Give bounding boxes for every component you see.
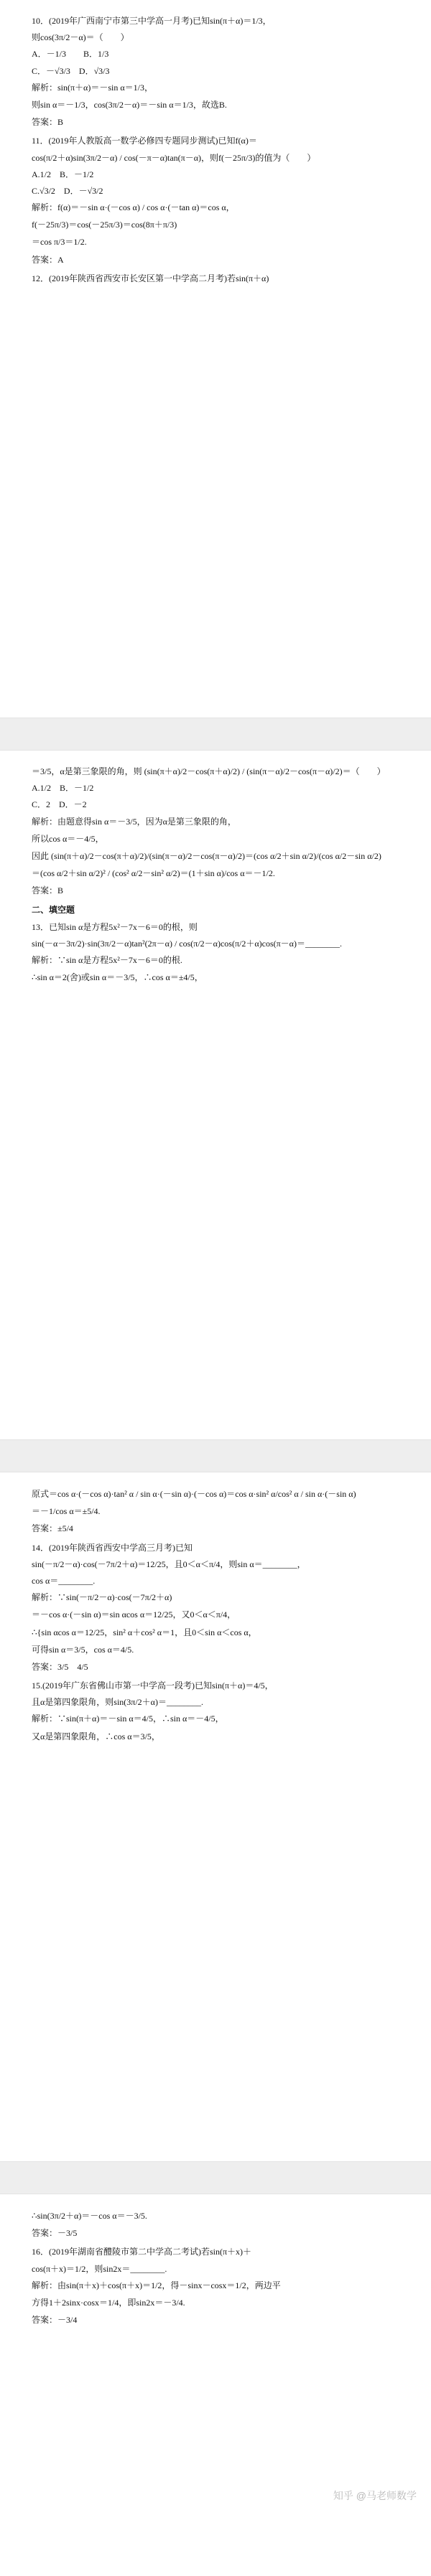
question-12-analysis-3: 因此 (sin(π＋α)/2－cos(π＋α)/2)/(sin(π－α)/2－cos(π－α)/2)＝(cos α/2＋sin α/2)/(cos α/2－sin α/2) xyxy=(32,850,381,861)
question-13-analysis-2: ∴sin α＝2(舍)或sin α＝－3/5，∴cos α＝±4/5， xyxy=(32,972,203,983)
question-10-analysis-1: 解析：sin(π＋α)＝－sin α＝1/3， xyxy=(32,82,153,93)
page-separator xyxy=(0,1439,431,1472)
question-12-analysis-4: ＝(cos α/2＋sin α/2)² / (cos² α/2－sin² α/2)＝(1＋sin α)/cos α＝－1/2. xyxy=(32,868,275,879)
question-14-analysis-2: ＝－cos α·(－sin α)＝sin αcos α＝12/25，又0＜α＜π/4， xyxy=(32,1609,236,1620)
question-14-analysis-4: 可得sin α＝3/5，cos α＝4/5. xyxy=(32,1644,134,1655)
page-4 xyxy=(0,2194,431,2514)
question-12-stem-cont: ＝3/5，α是第三象限的角，则 (sin(π＋α)/2－cos(π＋α)/2) / (sin(π－α)/2－cos(π－α)/2)＝（ ） xyxy=(32,766,386,776)
question-12-analysis-1: 解析：由题意得sin α＝－3/5，因为α是第三象限的角， xyxy=(32,816,236,827)
question-12-options-ab: A.1/2 B．－1/2 xyxy=(32,783,94,794)
page-separator xyxy=(0,2161,431,2194)
page-1 xyxy=(0,0,431,718)
question-13-analysis-3: 原式＝cos α·(－cos α)·tan² α / sin α·(－sin α)·(－cos α)＝cos α·sin² α/cos² α / sin α·(－sin α) xyxy=(32,1489,356,1499)
page-separator xyxy=(0,718,431,751)
question-15-analysis-1: 解析：∵sin(π＋α)＝－sin α＝4/5，∴sin α＝－4/5， xyxy=(32,1714,224,1724)
question-15-answer: 答案：－3/5 xyxy=(32,2228,78,2239)
question-12-stem-start: 12．(2019年陕西省西安市长安区第一中学高二月考)若sin(π＋α) xyxy=(32,273,269,283)
question-13-formula: sin(－α－3π/2)·sin(3π/2－α)tan²(2π－α) / cos(π/2－α)cos(π/2＋α)cos(π－α)＝________. xyxy=(32,938,342,949)
question-11-stem: 11．(2019年人教版高一数学必修四专题同步测试)已知f(α)＝ xyxy=(32,136,257,146)
question-11-options-ab: A.1/2 B．－1/2 xyxy=(32,169,94,179)
question-10-options-ab: A．－1/3 B．1/3 xyxy=(32,49,109,60)
question-15-analysis-3: ∴sin(3π/2＋α)＝－cos α＝－3/5. xyxy=(32,2211,147,2221)
question-13-analysis-4: ＝－1/cos α＝±5/4. xyxy=(32,1506,101,1517)
question-12-answer: 答案：B xyxy=(32,885,64,896)
question-16-ask: cos(π＋x)＝1/2，则sin2x＝________. xyxy=(32,2263,167,2274)
zhihu-watermark: 知乎 @马老师数学 xyxy=(333,2490,417,2502)
question-10-stem: 10．(2019年广西南宁市第三中学高一月考)已知sin(π＋α)＝1/3， xyxy=(32,16,272,26)
question-15-ask: 且α是第四象限角，则sin(3π/2＋α)＝________. xyxy=(32,1697,203,1708)
page-2 xyxy=(0,751,431,1439)
question-15-stem: 15.(2019年广东省佛山市第一中学高一段考)已知sin(π＋α)＝4/5， xyxy=(32,1680,274,1691)
question-16-analysis-2: 方得1＋2sinx·cosx＝1/4，即sin2x＝－3/4. xyxy=(32,2297,185,2308)
question-14-analysis-3: ∴{sin αcos α＝12/25，sin² α＋cos² α＝1，且0＜sin α＜cos α， xyxy=(32,1627,257,1637)
question-11-formula: cos(π/2＋α)sin(3π/2－α) / cos(－π－α)tan(π－α)，则f(－25π/3)的值为（ ） xyxy=(32,152,316,163)
question-16-analysis-1: 解析：由sin(π＋x)＋cos(π＋x)＝1/2，得－sinx－cosx＝1/2，两边平 xyxy=(32,2280,281,2290)
question-15-analysis-2: 又α是第四象限角，∴cos α＝3/5， xyxy=(32,1731,160,1741)
question-14-stem: 14．(2019年陕西省西安中学高三月考)已知 xyxy=(32,1542,193,1553)
question-16-stem: 16．(2019年湖南省醴陵市第二中学高二考试)若sin(π＋x)＋ xyxy=(32,2247,252,2257)
question-12-analysis-2: 所以cos α＝－4/5， xyxy=(32,833,104,844)
question-11-analysis-2: f(－25π/3)＝cos(－25π/3)＝cos(8π＋π/3) xyxy=(32,220,177,230)
question-10-options-cd: C．－√3/3 D．√3/3 xyxy=(32,65,110,76)
question-13-analysis-1: 解析：∵sin α是方程5x²－7x－6＝0的根. xyxy=(32,955,182,966)
question-16-answer: 答案：－3/4 xyxy=(32,2315,78,2326)
section-heading-fill-in: 二、填空题 xyxy=(32,904,75,915)
question-14-analysis-1: 解析：∵sin(－π/2－α)·cos(－7π/2＋α) xyxy=(32,1592,172,1603)
question-11-answer: 答案：A xyxy=(32,254,64,265)
question-13-stem: 13．已知sin α是方程5x²－7x－6＝0的根，则 xyxy=(32,921,198,932)
question-14-answer: 答案：3/5 4/5 xyxy=(32,1661,88,1672)
question-12-options-cd: C．2 D．－2 xyxy=(32,799,87,810)
question-14-ask: cos α＝________. xyxy=(32,1575,96,1586)
question-10-ask: 则cos(3π/2－α)＝（ ） xyxy=(32,32,129,43)
question-11-analysis-3: ＝cos π/3＝1/2. xyxy=(32,237,87,248)
question-14-formula: sin(－π/2－α)·cos(－7π/2＋α)＝12/25，且0＜α＜π/4，则sin α＝________， xyxy=(32,1559,306,1569)
question-10-analysis-2: 则sin α＝－1/3，cos(3π/2－α)＝－sin α＝1/3，故选B. xyxy=(32,99,227,110)
question-10-answer: 答案：B xyxy=(32,117,64,128)
page-3 xyxy=(0,1472,431,2161)
question-11-options-cd: C.√3/2 D．－√3/2 xyxy=(32,185,103,196)
question-13-answer: 答案：±5/4 xyxy=(32,1523,73,1534)
question-11-analysis-1: 解析：f(α)＝－sin α·(－cos α) / cos α·(－tan α)＝cos α， xyxy=(32,202,235,213)
